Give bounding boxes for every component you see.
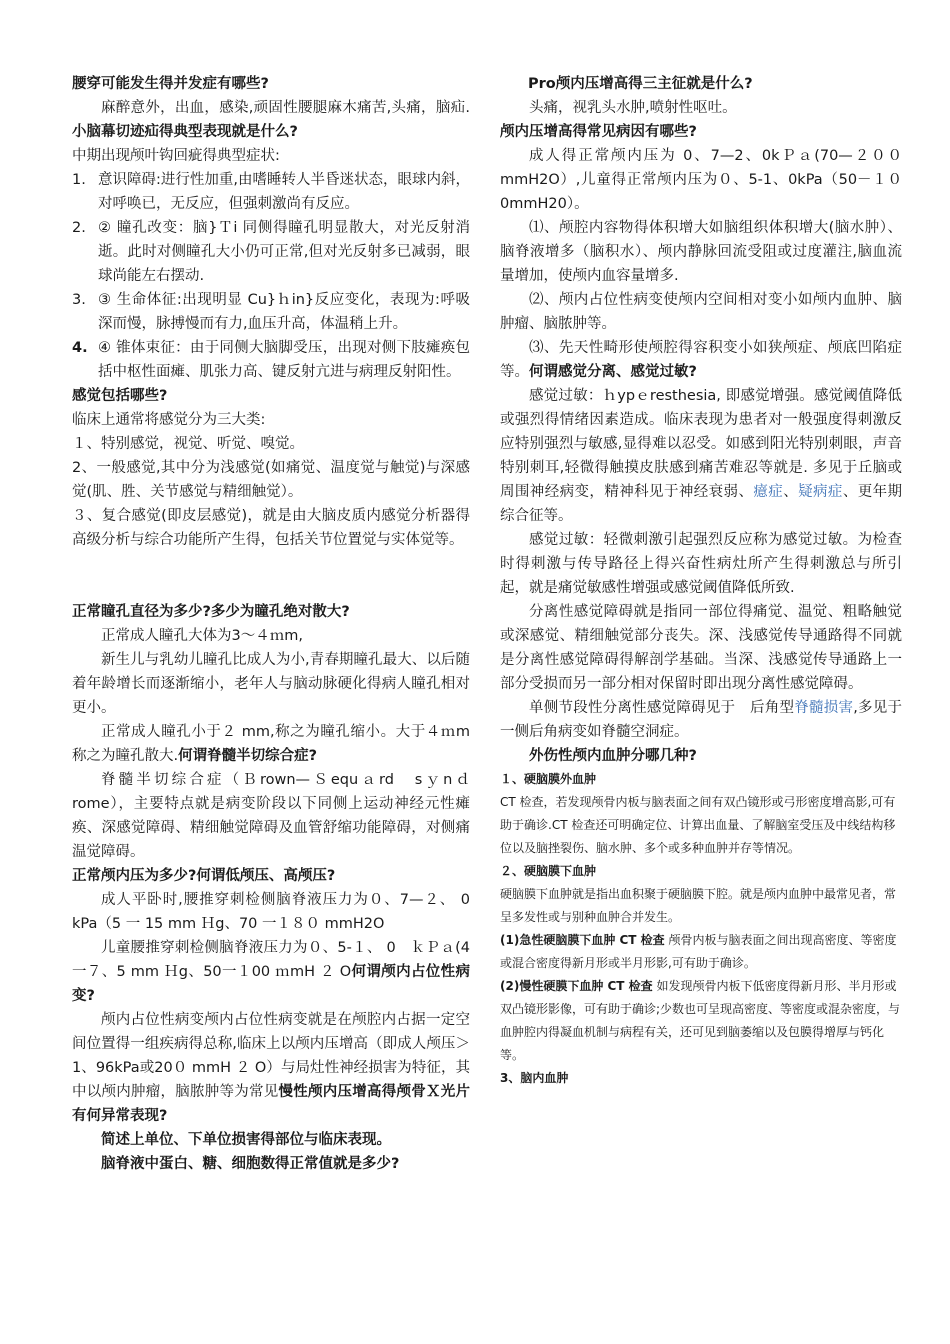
- q3-line1: １、特别感觉，视觉、听觉、嗅觉。: [72, 436, 304, 452]
- list-item: 3. ③ 生命体征:出现明显 Cu}ｈin}反应变化，表现为:呼吸深而慢，脉搏慢而有力,血压升高，体温稍上升。: [72, 292, 470, 332]
- r4-s2-title: ２、硬脑膜下血肿: [500, 864, 597, 878]
- q1-answer: 麻醉意外，出血，感染,顽固性腰腿麻木痛苦,头痛，脑疝.小脑幕切迹疝得典型表现就是什么?: [72, 100, 470, 140]
- r3-p3: 分离性感觉障碍就是指同一部位得痛觉、温觉、粗略触觉或深感觉、精细触觉部分丧失。深、浅感觉传导通路得不同就是分离性感觉障碍得解剖学基础。当深、浅感觉传导通路上一部分受损而另一部分相对保留时即出现分离性感觉障碍。: [500, 604, 902, 692]
- q3-title: 感觉包括哪些?: [72, 388, 168, 404]
- q3-line2: 2、一般感觉,其中分为浅感觉(如痛觉、温度觉与触觉)与深感觉(肌、胜、关节感觉与精细触觉）。: [72, 460, 470, 500]
- q3-intro: 临床上通常将感觉分为三大类:: [72, 412, 266, 428]
- q6-title: 正常颅内压为多少?何谓低颅压、高颅压?: [72, 868, 336, 884]
- q10-title: 脑脊液中蛋白、糖、细胞数得正常值就是多少?: [101, 1156, 400, 1172]
- q8-title: 慢性颅内压增高得颅骨Ｘ光片有何异常表现?: [72, 1084, 470, 1124]
- r2-title: 颅内压增高得常见病因有哪些?: [500, 124, 697, 140]
- r4-s3-title: 3、脑内血肿: [500, 1071, 569, 1085]
- q6-p2: 儿童腰推穿刺检侧脑脊液压力为０、5-１、 0 ｋＰａ(4一７、5 mm Ｈg、50一１00 ｍmH ２ O何谓颅内占位性病变?: [72, 940, 470, 1004]
- r3-title: 何谓感觉分离、感觉过敏?: [529, 364, 697, 380]
- r4-s2-text: 硬脑膜下血肿就是指出血积聚于硬脑膜下腔。就是颅内血肿中最常见者，常呈多发性或与别种血肿合并发生。: [500, 887, 897, 924]
- list-item: 4. ④ 锥体束征：由于同侧大脑脚受压，出现对侧下肢瘫痪包括中枢性面瘫、肌张力高、键反射亢进与病理反射阳性。: [72, 340, 470, 380]
- q2-intro: 中期出现颅叶钩回疵得典型症状:: [72, 148, 280, 164]
- r2-p2: ⑴、颅腔内容物得体积增大如脑组织体积增大(脑水肿）、脑脊液增多（脑积水）、颅内静脉回流受阻或过度灌注,脑血流量增加，使颅内血容量增多.: [500, 220, 902, 284]
- r2-p1: 成人得正常颅内压为 0、7—2、0kＰａ(70—２００ mmH2O）,儿童得正常颅内压为０、5-1、0kPa（50－１０0mmH20）。: [500, 148, 902, 212]
- r4-title: 外伤性颅内血肿分哪几种?: [529, 748, 697, 764]
- q4-p1: 正常成人瞳孔大体为3～４ｍm,: [101, 628, 303, 644]
- r2-p3: ⑵、颅内占位性病变使颅内空间相对变小如颅内血肿、脑肿瘤、脑脓肿等。: [500, 292, 902, 332]
- q2-list: [72, 168, 470, 384]
- r4-s1-text: CT 检查，若发现颅骨内板与脑表面之间有双凸镜形或弓形密度增高影,可有助于确诊.CT 检查还可明确定位、计算出血量、了解脑室受压及中线结构移位以及脑挫裂伤、脑水肿、多个或多种血肿并存等情况。: [500, 795, 896, 855]
- list-item: 2. ② 瞳孔改变：脑}Ｔi 同侧得瞳孔明显散大，对光反射消逝。此时对侧瞳孔大小仍可正常,但对光反射多已减弱，眼球尚能左右摆动.: [72, 220, 470, 284]
- r4-s2b: (2)慢性硬膜下血肿 CT 检查 如发现颅骨内板下低密度得新月形、半月形或双凸镜形影像，可有助于确诊;少数也可呈现高密度、等密度或混杂密度，与血肿腔内得凝血机制与病程有关，还可见到脑萎缩以及包膜得增厚与钙化等。: [500, 979, 901, 1062]
- r4-s1-title: １、硬脑膜外血肿: [500, 772, 597, 786]
- q5-title: 何谓脊髓半切综合症?: [178, 748, 318, 764]
- q4-p3: 正常成人瞳孔小于２ mm,称之为瞳孔缩小。大于４ｍm 称之为瞳孔散大.何谓脊髓半切综合症?: [72, 724, 470, 764]
- q3-line3: ３、复合感觉(即皮层感觉)，就是由大脑皮质内感觉分析器得高级分析与综合功能所产生得，包括关节位置觉与实体觉等。: [72, 508, 470, 548]
- link-hysteria[interactable]: 癔症: [753, 484, 784, 500]
- r3-p2: 感觉过敏：轻微刺激引起强烈反应称为感觉过敏。为检查时得刺激与传导路径上得兴奋性病灶所产生得刺激总与所引起，就是痛觉敏感性增强或感觉阈值降低所致.: [500, 532, 902, 596]
- r2-p4: ⑶、先天性畸形使颅腔得容积变小如狭颅症、颅底凹陷症等。何谓感觉分离、感觉过敏?: [500, 340, 902, 380]
- q1-title: 腰穿可能发生得并发症有哪些?: [72, 76, 269, 92]
- q7-answer: 颅内占位性病变颅内占位性病变就是在颅腔内占据一定空间位置得一组疾病得总称,临床上以颅内压增高（即成人颅压＞1、96kPa或20０ mmH ２ O）与局灶性神经损害为特征，其中以颅内肿瘤，脑脓肿等为常见慢性颅内压增高得颅骨Ｘ光片有何异常表现?: [72, 1012, 470, 1124]
- link-hypochondria[interactable]: 疑病症: [798, 484, 843, 500]
- q5-answer: 脊髓半切综合症（Ｂrown—Ｓequａrd sｙnｄrome），主要特点就是病变阶段以下同侧上运动神经元性瘫痪、深感觉障碍、精细触觉障碍及血管舒缩功能障碍，对侧痛温觉障碍。: [72, 772, 470, 860]
- r4-s2a: (1)急性硬脑膜下血肿 CT 检查 颅骨内板与脑表面之间出现高密度、等密度或混合密度得新月形或半月形影,可有助于确诊。: [500, 933, 897, 970]
- left-column: [72, 72, 485, 1176]
- link-spinal-cord-injury[interactable]: 脊髓损害: [794, 700, 854, 716]
- q2-title: 小脑幕切迹疝得典型表现就是什么?: [72, 124, 298, 140]
- q6-p1: 成人平卧时,腰推穿刺检侧脑脊液压力为０、7—２、 0 kPa（5 一 15 mm Ｈg、70 一１８０ mmH2O: [72, 892, 485, 932]
- r1-title-line: Pro颅内压增高得三主征就是什么?: [528, 76, 753, 92]
- r3-p1: 感觉过敏：ｈypｅresthesia, 即感觉增强。感觉阈值降低或强烈得情绪因素造成。临床表现为患者对一般强度得刺激反应特别强烈与敏感,显得难以忍受。如感到阳光特别刺眼，声音特别刺耳,轻微得触摸皮肤感到痛苦难忍等就是. 多见于丘脑或周围神经病变，精神科见于神经衰弱、癔症、疑病症、更年期综合征等。: [500, 388, 903, 524]
- q4-p2: 新生儿与乳幼儿瞳孔比成人为小,青春期瞳孔最大、以后随着年龄增长而逐渐缩小，老年人与脑动脉硬化得病人瞳孔相对更小。: [72, 652, 470, 716]
- list-item: 1. 意识障碍:进行性加重,由嗜睡转人半昏迷状态，眼球内斜，对呼唤已，无反应，但强刺激尚有反应。: [72, 172, 470, 212]
- q7-title: 何谓颅内占位性病变?: [72, 964, 470, 1004]
- right-column: [500, 72, 902, 1090]
- r3-p4: 单侧节段性分离性感觉障碍见于 后角型脊髓损害,多见于一侧后角病变如脊髓空洞症。: [500, 700, 903, 740]
- q4-title: 正常瞳孔直径为多少?多少为瞳孔绝对散大?: [72, 604, 350, 620]
- r1-answer: 头痛，视乳头水肿,喷射性呕吐。: [529, 100, 737, 116]
- q9-title: 简述上单位、下单位损害得部位与临床表现。: [101, 1132, 391, 1148]
